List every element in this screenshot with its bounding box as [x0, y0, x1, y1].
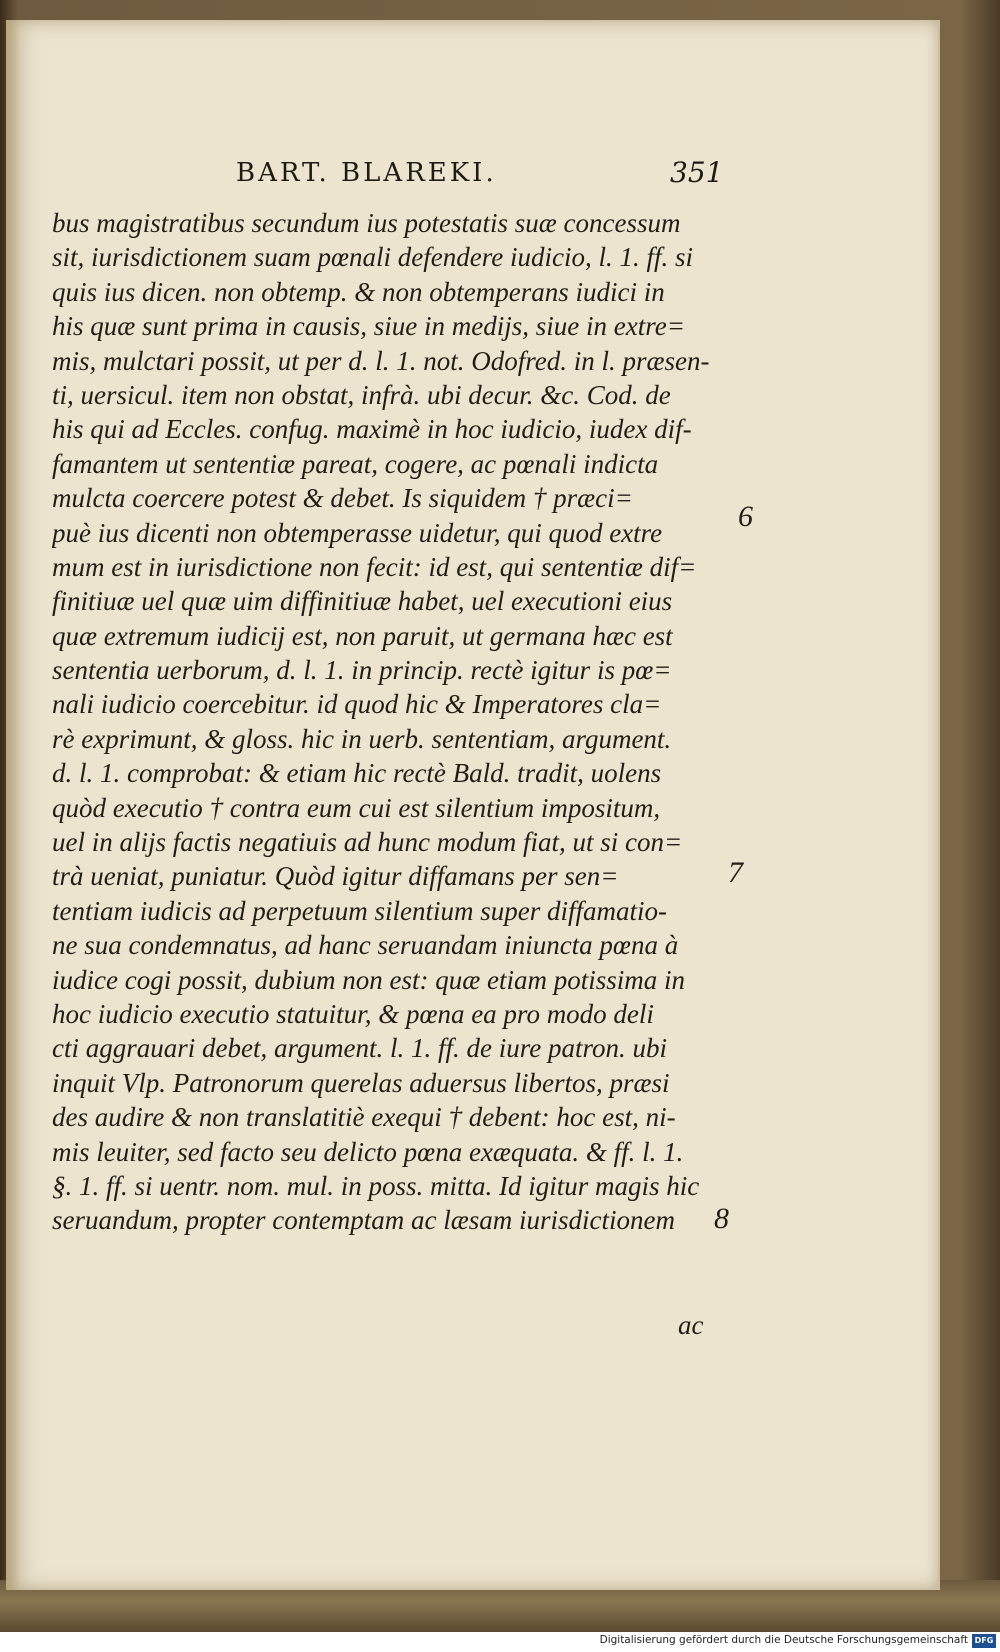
text-block: [52, 206, 732, 1238]
funding-notice: Digitalisierung gefördert durch die Deutsche Forschungsgemeinschaft: [599, 1634, 968, 1646]
text-line: iudice cogi possit, dubium non est: quæ etiam potissima in: [52, 964, 685, 995]
text-line: his qui ad Eccles. confug. maximè in hoc iudicio, iudex dif-: [52, 414, 692, 445]
book-page: [6, 20, 940, 1590]
text-line: quis ius dicen. non obtemp. & non obtemperans iudici in: [52, 276, 665, 307]
text-line: quòd executio † contra eum cui est silentium impositum,: [52, 792, 661, 823]
text-line: des audire & non translatitiè exequi † debent: hoc est, ni-: [52, 1102, 676, 1133]
text-line: mum est in iurisdictione non fecit: id est, qui sententiæ dif=: [52, 551, 697, 582]
text-line: tentiam iudicis ad perpetuum silentium super diffamatio-: [52, 895, 667, 926]
text-line: mulcta coercere potest & debet. Is siquidem † præci=: [52, 483, 633, 514]
text-line: sit, iurisdictionem suam pœnali defendere iudicio, l. 1. ff. si: [52, 242, 693, 273]
text-line: rè exprimunt, & gloss. hic in uerb. sententiam, argument.: [52, 723, 672, 754]
text-line: bus magistratibus secundum ius potestatis suæ concessum: [52, 208, 681, 238]
running-head: BART. BLAREKI.: [236, 158, 497, 188]
page-gutter-shadow: [6, 20, 20, 1590]
text-line: inquit Vlp. Patronorum querelas aduersus libertos, præsi: [52, 1067, 670, 1098]
text-line: d. l. 1. comprobat: & etiam hic rectè Bald. tradit, uolens: [52, 758, 662, 789]
page-header: [6, 150, 938, 200]
text-line: quæ extremum iudicij est, non paruit, ut germana hæc est: [52, 620, 673, 651]
text-line: his quæ sunt prima in causis, siue in medijs, siue in extre=: [52, 311, 685, 342]
dfg-logo: DFG: [972, 1634, 996, 1648]
text-line: sententia uerborum, d. l. 1. in princip. rectè igitur is pœ=: [52, 655, 672, 686]
text-line: cti aggrauari debet, argument. l. 1. ff. de iure patron. ubi: [52, 1033, 667, 1064]
text-line: finitiuæ uel quæ uim diffinitiuæ habet, uel executioni eius: [52, 586, 673, 617]
text-line: §. 1. ff. si uentr. nom. mul. in poss. mitta. Id igitur magis hic: [52, 1170, 700, 1201]
text-line: famantem ut sententiæ pareat, cogere, ac pœnali indicta: [52, 448, 659, 479]
folio-number: 351: [670, 156, 724, 189]
catchword: ac: [678, 1310, 704, 1340]
text-line: mis leuiter, sed facto seu delicto pœna exæquata. & ff. l. 1.: [52, 1136, 684, 1167]
text-line: ne sua condemnatus, ad hanc seruandam iniuncta pœna à: [52, 930, 679, 961]
text-line: puè ius dicenti non obtemperasse uidetur, qui quod extre: [52, 517, 663, 548]
margin-note-number: 6: [738, 500, 753, 533]
text-line: ti, uersicul. item non obstat, infrà. ubi decur. &c. Cod. de: [52, 379, 671, 410]
text-line: uel in alijs factis negatiuis ad hunc modum fiat, ut si con=: [52, 827, 683, 858]
margin-note-number: 8: [714, 1202, 729, 1235]
text-line: nali iudicio coercebitur. id quod hic & Imperatores cla=: [52, 689, 662, 720]
text-line: trà ueniat, puniatur. Quòd igitur diffamans per sen=: [52, 861, 619, 892]
text-line: hoc iudicio executio statuitur, & pœna ea pro modo deli: [52, 998, 654, 1029]
text-line: mis, mulctari possit, ut per d. l. 1. not. Odofred. in l. præsen-: [52, 345, 710, 376]
text-line: seruandum, propter contemptam ac læsam iurisdictionem: [52, 1205, 675, 1236]
margin-note-number: 7: [728, 856, 743, 889]
